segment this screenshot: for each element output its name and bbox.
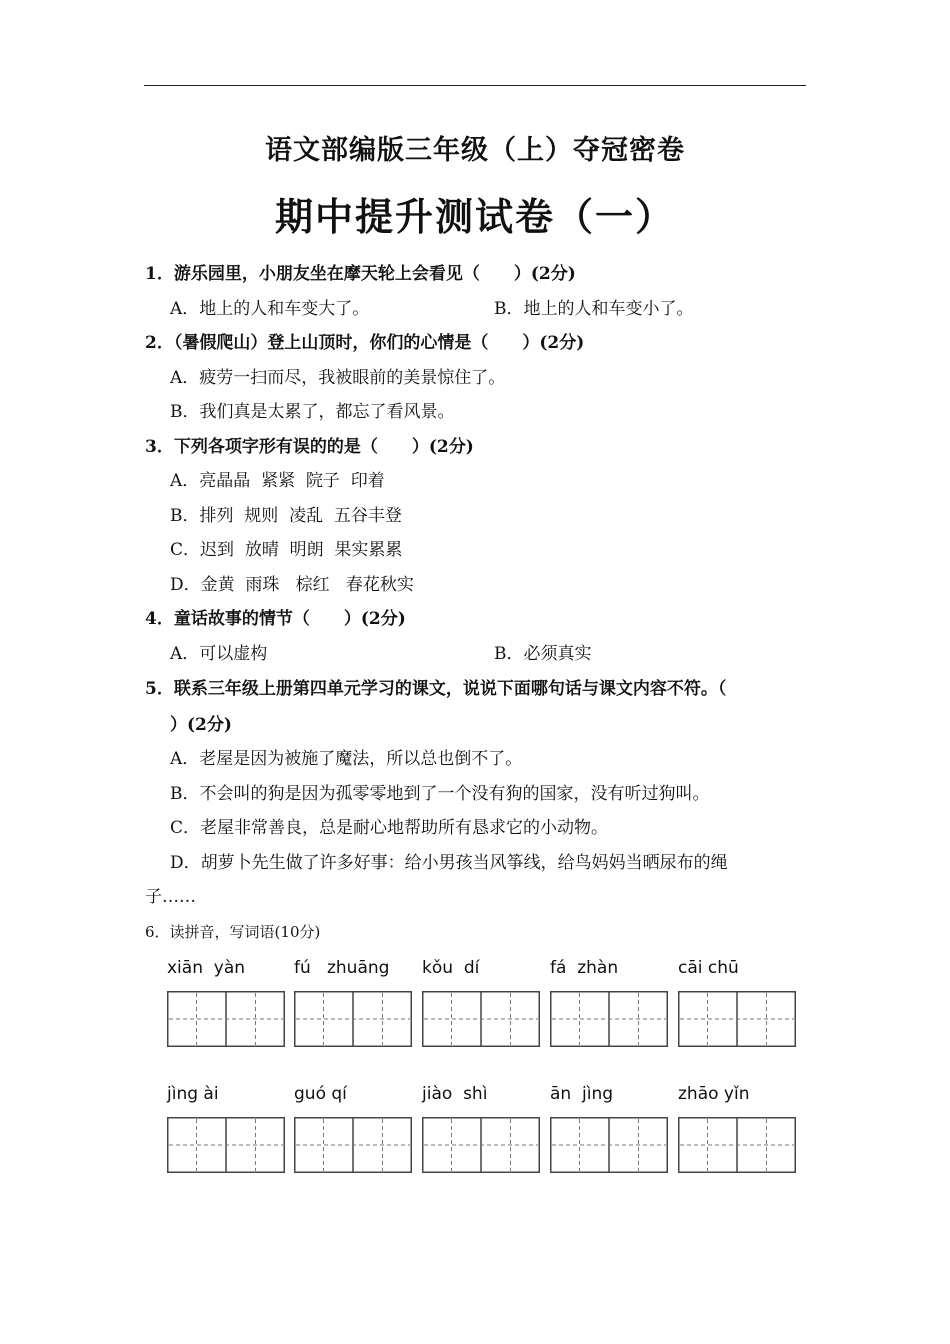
header-rule <box>144 85 806 86</box>
exam-subtitle: 语文部编版三年级（上）夺冠密卷 <box>265 135 685 166</box>
writing-grid[interactable] <box>678 1117 796 1173</box>
question-5-stem-line1: 5．联系三年级上册第四单元学习的课文，说说下面哪句话与课文内容不符。（ <box>145 679 727 699</box>
pinyin-label: jìng ài <box>167 1084 219 1104</box>
question-5-option-d-line1: D．胡萝卜先生做了许多好事：给小男孩当风筝线，给鸟妈妈当晒尿布的绳 <box>170 853 728 873</box>
pinyin-label: jiào shì <box>422 1084 488 1104</box>
question-3-option-c: C．迟到 放晴 明朗 果实累累 <box>170 540 403 560</box>
writing-grid[interactable] <box>294 991 412 1047</box>
question-6-stem: 6．读拼音，写词语(10分) <box>145 923 321 941</box>
writing-grid[interactable] <box>678 991 796 1047</box>
writing-grid[interactable] <box>167 991 285 1047</box>
pinyin-label: zhāo yǐn <box>678 1084 750 1104</box>
question-3-option-b: B．排列 规则 凌乱 五谷丰登 <box>170 506 402 526</box>
exam-title: 期中提升测试卷（一） <box>274 194 675 239</box>
question-1-option-a: A．地上的人和车变大了。 <box>170 299 370 319</box>
question-4-option-b: B．必须真实 <box>494 644 592 664</box>
question-1-stem: 1．游乐园里，小朋友坐在摩天轮上会看见（ ）(2分) <box>145 264 576 284</box>
pinyin-label: fú zhuāng <box>294 958 390 978</box>
pinyin-label: cāi chū <box>678 958 739 978</box>
writing-grid[interactable] <box>550 1117 668 1173</box>
question-5-option-d-line2: 子…… <box>145 887 196 907</box>
question-4-stem: 4．童话故事的情节（ ）(2分) <box>145 609 406 629</box>
writing-grid[interactable] <box>167 1117 285 1173</box>
question-3-stem: 3．下列各项字形有误的的是（ ）(2分) <box>145 437 474 457</box>
writing-grid[interactable] <box>422 1117 540 1173</box>
pinyin-label: ān jìng <box>550 1084 614 1104</box>
question-5-stem-line2: ）(2分) <box>170 715 232 735</box>
question-2-option-a: A．疲劳一扫而尽，我被眼前的美景惊住了。 <box>170 368 506 388</box>
question-5-option-b: B．不会叫的狗是因为孤零零地到了一个没有狗的国家，没有听过狗叫。 <box>170 784 710 804</box>
pinyin-label: kǒu dí <box>422 958 480 978</box>
question-2-option-b: B．我们真是太累了，都忘了看风景。 <box>170 402 455 422</box>
writing-grid[interactable] <box>422 991 540 1047</box>
pinyin-label: guó qí <box>294 1084 347 1104</box>
question-5-option-c: C．老屋非常善良，总是耐心地帮助所有恳求它的小动物。 <box>170 818 609 838</box>
pinyin-label: xiān yàn <box>167 958 246 978</box>
pinyin-label: fá zhàn <box>550 958 619 978</box>
question-1-option-b: B．地上的人和车变小了。 <box>494 299 694 319</box>
question-4-option-a: A．可以虚构 <box>170 644 268 664</box>
question-3-option-a: A．亮晶晶 紧紧 院子 印着 <box>170 471 385 491</box>
question-2-stem: 2．（暑假爬山）登上山顶时，你们的心情是（ ）(2分) <box>145 333 585 353</box>
question-3-option-d: D．金黄 雨珠 棕红 春花秋实 <box>170 575 414 595</box>
question-5-option-a: A．老屋是因为被施了魔法，所以总也倒不了。 <box>170 749 523 769</box>
writing-grid[interactable] <box>294 1117 412 1173</box>
writing-grid[interactable] <box>550 991 668 1047</box>
